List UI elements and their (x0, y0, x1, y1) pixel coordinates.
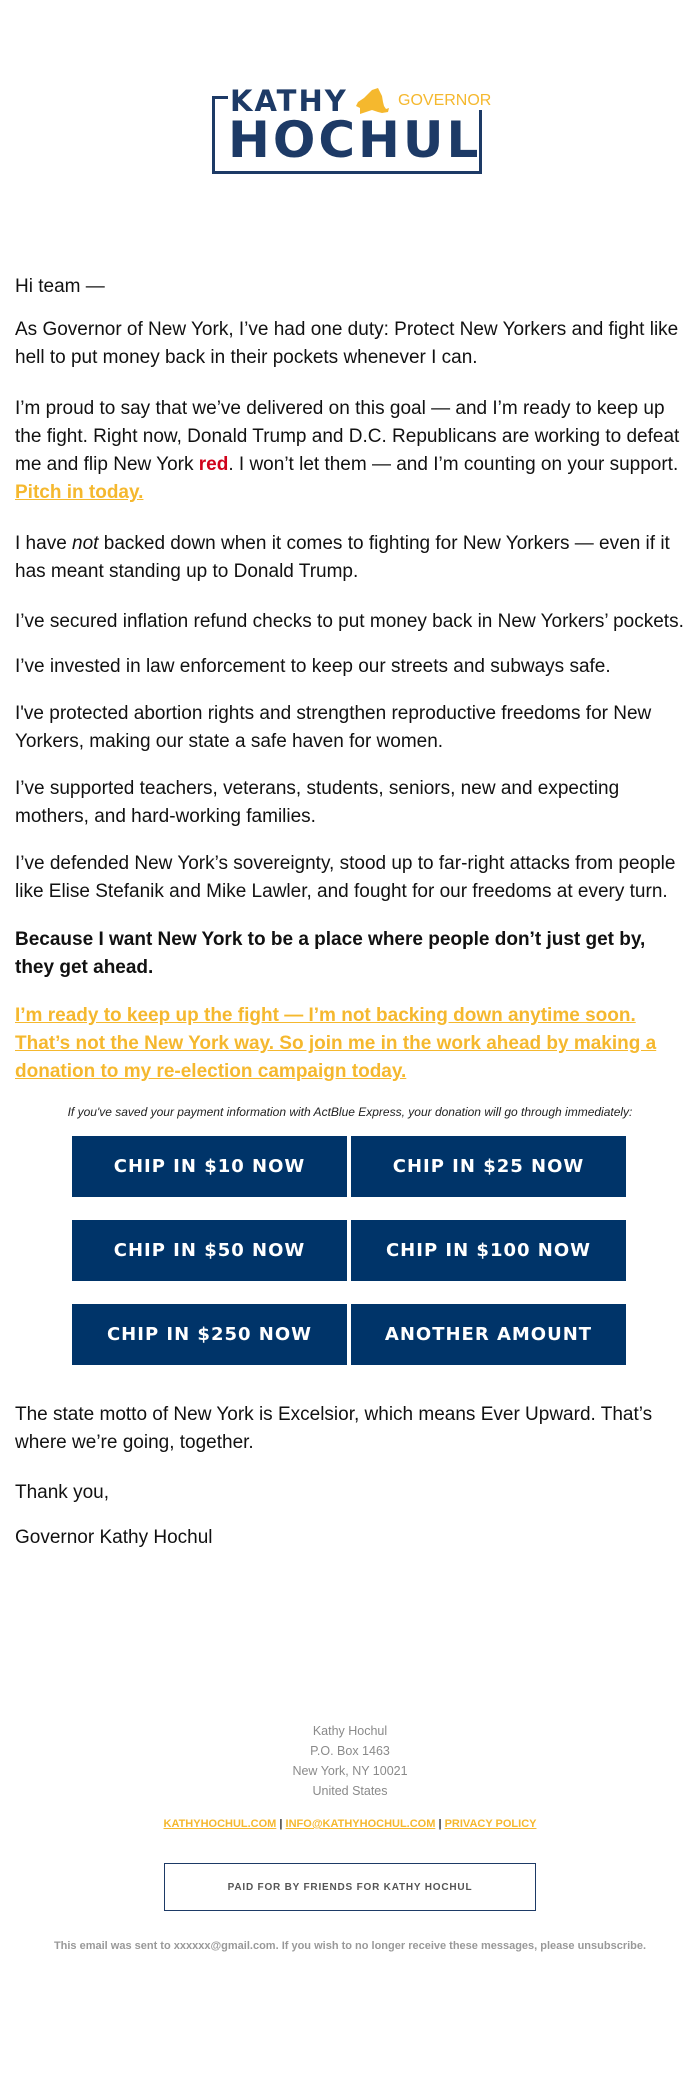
chip-in-25-button[interactable]: CHIP IN $25 NOW (351, 1136, 626, 1197)
chip-in-100-button[interactable]: CHIP IN $100 NOW (351, 1220, 626, 1281)
paid-for-text: PAID FOR BY FRIENDS FOR KATHY HOCHUL (227, 1881, 473, 1893)
link-separator: | (438, 1818, 442, 1830)
paragraph (15, 1002, 685, 1086)
paragraph: I’ve supported teachers, veterans, students, seniors, new and expecting mothers, and hard-working families. (15, 778, 620, 827)
link-separator: | (279, 1818, 283, 1830)
campaign-logo (212, 84, 492, 174)
actblue-express-note: If you've saved your payment information with ActBlue Express, your donation will go through immediately: (67, 1105, 633, 1119)
chip-in-50-button[interactable]: CHIP IN $50 NOW (72, 1220, 347, 1281)
website-link[interactable]: KATHYHOCHUL.COM (163, 1818, 277, 1830)
chip-in-10-button[interactable]: CHIP IN $10 NOW (72, 1136, 347, 1197)
italic-emphasis: not (72, 533, 99, 554)
paragraph: The state motto of New York is Excelsior, which means Ever Upward. That’s where we’re going, together. (15, 1404, 653, 1453)
footer-country: United States (312, 1784, 388, 1798)
paragraph-text: I have (15, 533, 73, 554)
paragraph-text: . I won’t let them — and I’m counting on your support. (228, 454, 679, 475)
greeting: Hi team — (15, 276, 105, 297)
footer-name: Kathy Hochul (312, 1724, 388, 1738)
footer-address (0, 1721, 700, 1801)
pitch-in-link[interactable]: Pitch in today. (15, 482, 144, 503)
unsubscribe-notice[interactable]: This email was sent to xxxxxx@gmail.com. If you wish to no longer receive these messages, please unsubscribe. (53, 1940, 647, 1952)
paragraph: I've protected abortion rights and strengthen reproductive freedoms for New Yorkers, making our state a safe haven for women. (15, 703, 652, 752)
footer-city: New York, NY 10021 (292, 1764, 408, 1778)
another-amount-button[interactable]: ANOTHER AMOUNT (351, 1304, 626, 1365)
paid-for-disclaimer (164, 1863, 536, 1911)
logo-first-name: KATHY (230, 84, 348, 118)
paragraph: I’ve secured inflation refund checks to put money back in New Yorkers’ pockets. (15, 611, 684, 632)
red-emphasis: red (198, 454, 229, 475)
chip-in-250-button[interactable]: CHIP IN $250 NOW (72, 1304, 347, 1365)
paragraph: I’ve defended New York’s sovereignty, stood up to far-right attacks from people like Elise Stefanik and Mike Lawler, and fought for our freedoms at every turn. (15, 853, 676, 902)
logo-last-name: HOCHUL (228, 111, 482, 169)
paragraph (15, 395, 685, 507)
paragraph: I’ve invested in law enforcement to keep our streets and subways safe. (15, 656, 611, 677)
logo-frame-top-left (212, 96, 228, 99)
paragraph: As Governor of New York, I’ve had one duty: Protect New Yorkers and fight like hell to put money back in their pockets whenever I can. (15, 319, 679, 368)
email-link[interactable]: INFO@KATHYHOCHUL.COM (285, 1818, 436, 1830)
bold-statement: Because I want New York to be a place where people don’t just get by, they get ahead. (15, 929, 646, 978)
signature: Governor Kathy Hochul (15, 1527, 213, 1548)
paragraph (15, 530, 685, 586)
donate-call-to-action-link[interactable]: I’m ready to keep up the fight — I’m not backing down anytime soon. That’s not the New York way. So join me in the work ahead by making a donation to my re-election campaign today. (15, 1005, 657, 1082)
paragraph-text: backed down when it comes to fighting for New Yorkers — even if it has meant standing up to Donald Trump. (15, 533, 670, 582)
paragraph-text: I’m proud to say that we’ve delivered on this goal — and I’m ready to keep up the fight. Right now, Donald Trump and D.C. Republicans are working to defeat me and flip New York (15, 398, 680, 475)
footer-po-box: P.O. Box 1463 (310, 1744, 390, 1758)
logo-title: GOVERNOR (398, 92, 492, 109)
sign-off: Thank you, (15, 1482, 109, 1503)
privacy-policy-link[interactable]: PRIVACY POLICY (444, 1818, 537, 1830)
footer-links (0, 1818, 700, 1830)
